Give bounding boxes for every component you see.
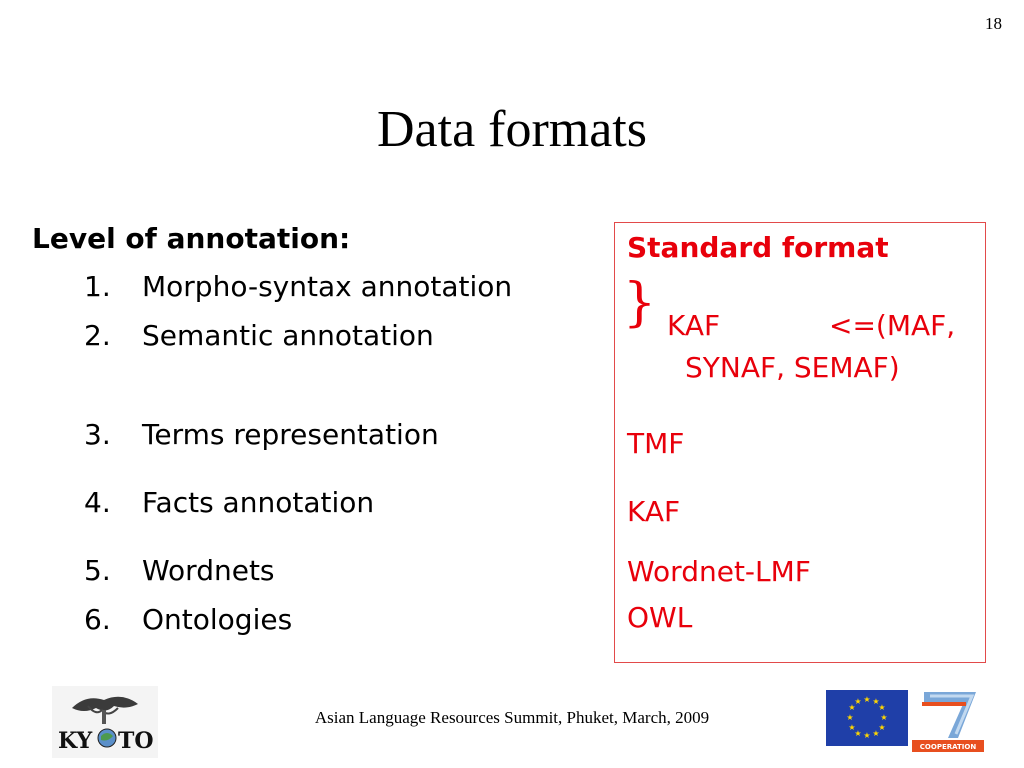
svg-text:★: ★ — [854, 697, 862, 706]
list-label: Ontologies — [142, 603, 293, 636]
svg-text:★: ★ — [846, 713, 854, 722]
svg-text:★: ★ — [848, 723, 856, 732]
wordnets-format: Wordnet-LMF — [627, 555, 811, 588]
slide-number: 18 — [985, 14, 1002, 33]
list-number: 6. — [84, 603, 111, 636]
fp7-cooperation-logo — [910, 690, 986, 752]
svg-text:TO: TO — [118, 728, 154, 754]
list-number: 2. — [84, 319, 111, 352]
svg-text:KY: KY — [58, 728, 93, 754]
svg-text:★: ★ — [880, 713, 888, 722]
svg-text:★: ★ — [872, 697, 880, 706]
page-title: Data formats — [376, 101, 647, 158]
list-label: Morpho-syntax annotation — [142, 270, 513, 303]
list-number: 4. — [84, 486, 111, 519]
svg-text:★: ★ — [854, 729, 862, 738]
list-item — [84, 603, 292, 636]
list-number: 1. — [84, 270, 111, 303]
list-item — [84, 486, 374, 519]
fp7-label: COOPERATION — [919, 743, 977, 751]
standard-format-heading: Standard format — [627, 231, 889, 264]
kaf-sources-line2: SYNAF, SEMAF) — [685, 351, 900, 384]
list-item — [84, 418, 439, 451]
facts-format: KAF — [627, 495, 681, 528]
terms-format: TMF — [627, 427, 685, 460]
svg-text:★: ★ — [872, 729, 880, 738]
kaf-format: KAF — [667, 309, 721, 342]
list-label: Terms representation — [142, 418, 439, 451]
svg-text:★: ★ — [878, 723, 886, 732]
kaf-sources-line1: <=(MAF, — [829, 309, 956, 342]
eu-flag-logo — [826, 690, 908, 746]
svg-text:★: ★ — [878, 703, 886, 712]
level-heading: Level of annotation: — [32, 222, 351, 255]
list-number: 5. — [84, 554, 111, 587]
svg-text:★: ★ — [848, 703, 856, 712]
list-item — [84, 319, 434, 352]
standard-format-box — [614, 222, 986, 663]
footer-text: Asian Language Resources Summit, Phuket, March, 2009 — [314, 708, 710, 727]
list-label: Facts annotation — [142, 486, 375, 519]
list-item — [84, 270, 512, 303]
brace-glyph: } — [623, 273, 657, 333]
svg-text:★: ★ — [863, 695, 871, 704]
list-item — [84, 554, 275, 587]
list-label: Wordnets — [142, 554, 275, 587]
list-label: Semantic annotation — [142, 319, 434, 352]
svg-text:★: ★ — [863, 731, 871, 740]
list-number: 3. — [84, 418, 111, 451]
ontologies-format: OWL — [627, 601, 693, 634]
